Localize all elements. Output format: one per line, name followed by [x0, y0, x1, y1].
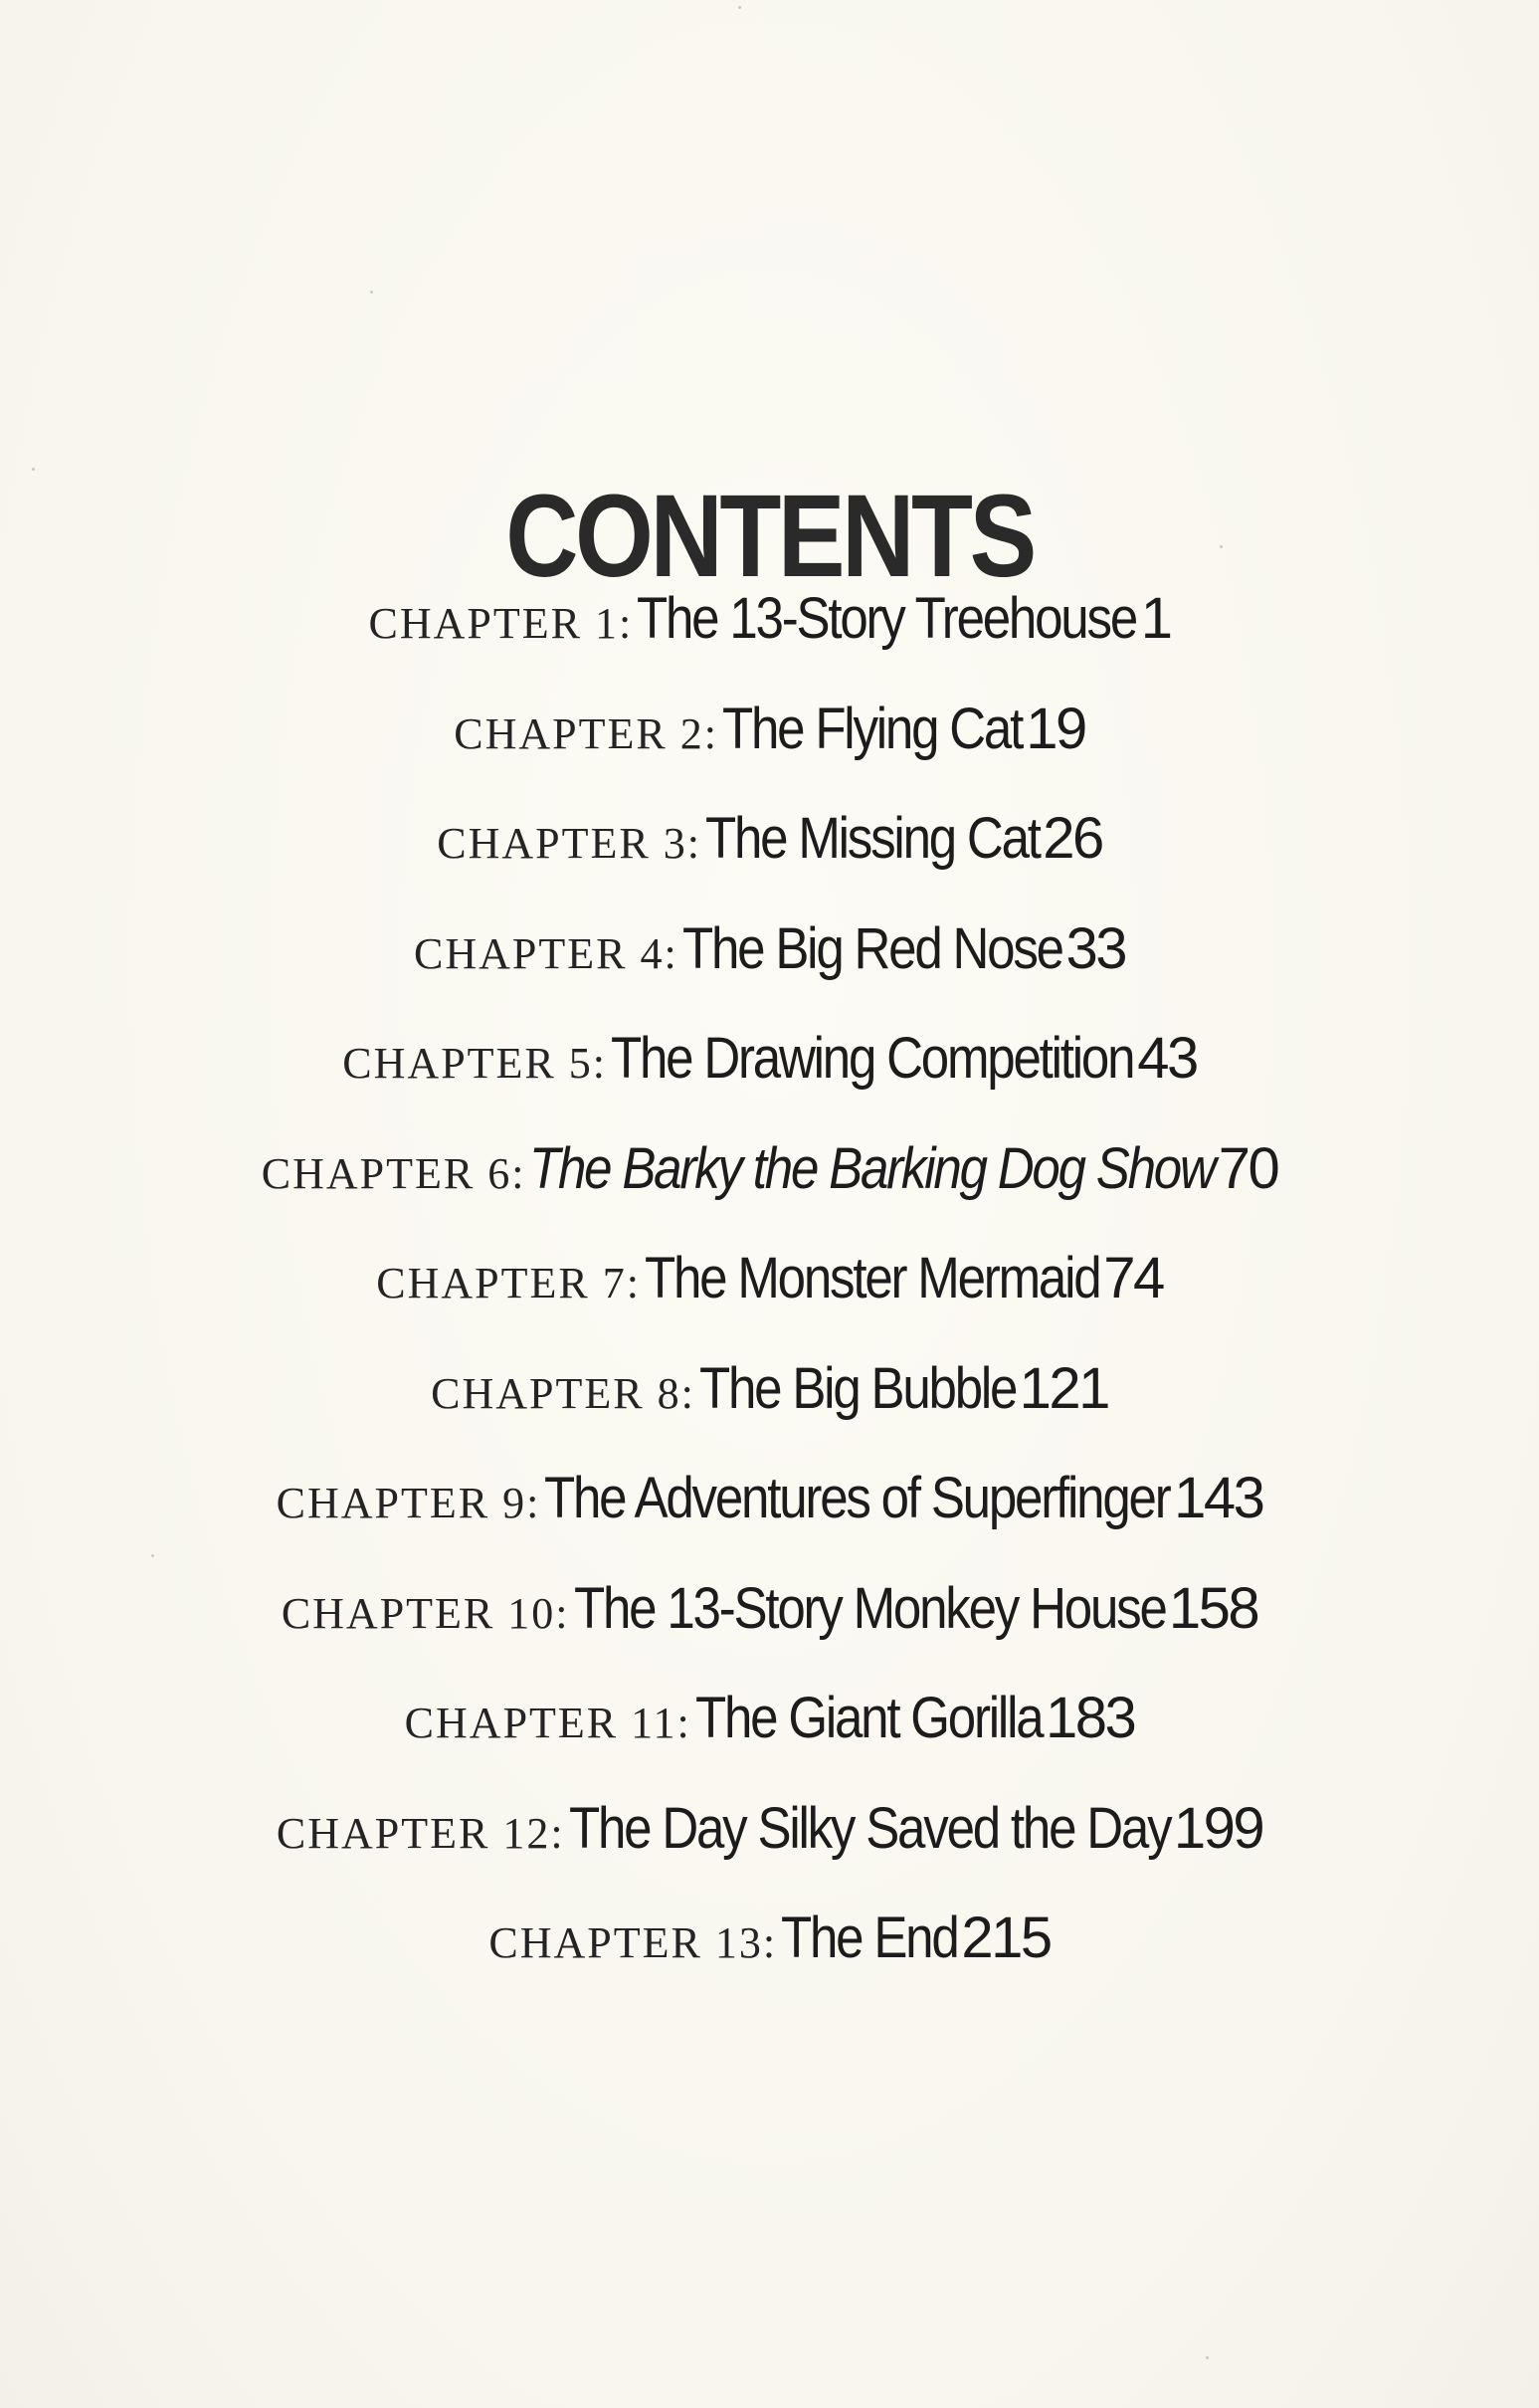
chapter-label: CHAPTER 12: — [276, 1808, 565, 1858]
toc-entry — [0, 1229, 1539, 1339]
chapter-title: The Barky the Barking Dog Show — [529, 1135, 1216, 1201]
chapter-page-number: 199 — [1173, 1795, 1263, 1861]
chapter-page-number: 26 — [1043, 806, 1102, 871]
toc-entry-line — [414, 900, 1125, 1014]
chapter-label: CHAPTER 6: — [261, 1148, 526, 1198]
toc-entry-line — [262, 1119, 1277, 1234]
toc-entry-line — [488, 1889, 1050, 2003]
paper-speck — [370, 291, 373, 294]
toc-entry-line — [405, 1669, 1135, 1783]
chapter-title: The Big Red Nose — [681, 915, 1062, 981]
toc-entry — [0, 1339, 1539, 1450]
chapter-label: CHAPTER 7: — [376, 1259, 641, 1307]
toc-entry-line — [277, 1449, 1263, 1563]
toc-entry — [0, 680, 1539, 790]
chapter-label: CHAPTER 3: — [437, 819, 701, 868]
chapter-page-number: 183 — [1046, 1686, 1135, 1750]
chapter-page-number: 19 — [1026, 696, 1085, 761]
chapter-page-number: 121 — [1019, 1355, 1108, 1421]
chapter-title: The Giant Gorilla — [694, 1686, 1043, 1750]
paper-speck — [738, 6, 741, 9]
toc-entry — [0, 900, 1539, 1010]
chapter-title: The Big Bubble — [698, 1355, 1017, 1421]
toc-entry-line — [376, 1229, 1162, 1343]
toc-entry-line — [342, 1009, 1196, 1123]
chapter-label: CHAPTER 2: — [454, 708, 718, 758]
contents-heading: CONTENTS — [505, 471, 1034, 603]
chapter-page-number: 143 — [1174, 1466, 1263, 1530]
toc-entry — [0, 1779, 1539, 1890]
toc-entry — [0, 789, 1539, 900]
toc-entry-line — [431, 1339, 1108, 1454]
chapter-page-number: 215 — [961, 1906, 1051, 1970]
table-of-contents — [0, 569, 1539, 1999]
chapter-label: CHAPTER 9: — [276, 1479, 541, 1527]
toc-entry — [0, 1889, 1539, 1999]
chapter-title: The Missing Cat — [704, 806, 1040, 871]
toc-entry — [0, 1559, 1539, 1670]
chapter-label: CHAPTER 13: — [488, 1918, 778, 1967]
chapter-page-number: 70 — [1218, 1135, 1278, 1201]
chapter-label: CHAPTER 4: — [414, 928, 678, 978]
chapter-title: The 13-Story Monkey House — [573, 1575, 1166, 1641]
chapter-title: The Day Silky Saved the Day — [568, 1795, 1170, 1861]
chapter-title: The Adventures of Superfinger — [544, 1466, 1170, 1530]
chapter-label: CHAPTER 8: — [431, 1368, 695, 1418]
chapter-page-number: 74 — [1103, 1246, 1163, 1310]
paper-speck — [1206, 2356, 1209, 2359]
paper-speck — [32, 468, 35, 471]
toc-entry — [0, 1669, 1539, 1779]
toc-entry — [0, 569, 1539, 680]
chapter-label: CHAPTER 5: — [342, 1039, 607, 1088]
toc-entry-line — [282, 1559, 1257, 1674]
chapter-label: CHAPTER 1: — [368, 599, 634, 648]
chapter-page-number: 1 — [1140, 586, 1171, 651]
toc-entry — [0, 1449, 1539, 1559]
chapter-page-number: 158 — [1168, 1575, 1258, 1641]
chapter-title: The Flying Cat — [721, 696, 1023, 761]
toc-entry-line — [437, 789, 1102, 903]
chapter-title: The End — [781, 1906, 958, 1970]
chapter-page-number: 33 — [1065, 915, 1125, 981]
chapter-page-number: 43 — [1137, 1026, 1197, 1091]
toc-entry — [0, 1119, 1539, 1230]
toc-entry-line — [277, 1779, 1262, 1894]
chapter-title: The Drawing Competition — [611, 1026, 1134, 1091]
toc-entry-line — [369, 569, 1171, 684]
toc-entry-line — [454, 680, 1084, 794]
chapter-title: The Monster Mermaid — [644, 1246, 1100, 1310]
chapter-label: CHAPTER 10: — [281, 1588, 570, 1638]
chapter-label: CHAPTER 11: — [404, 1699, 691, 1747]
toc-entry — [0, 1009, 1539, 1119]
chapter-title: The 13-Story Treehouse — [637, 586, 1137, 651]
